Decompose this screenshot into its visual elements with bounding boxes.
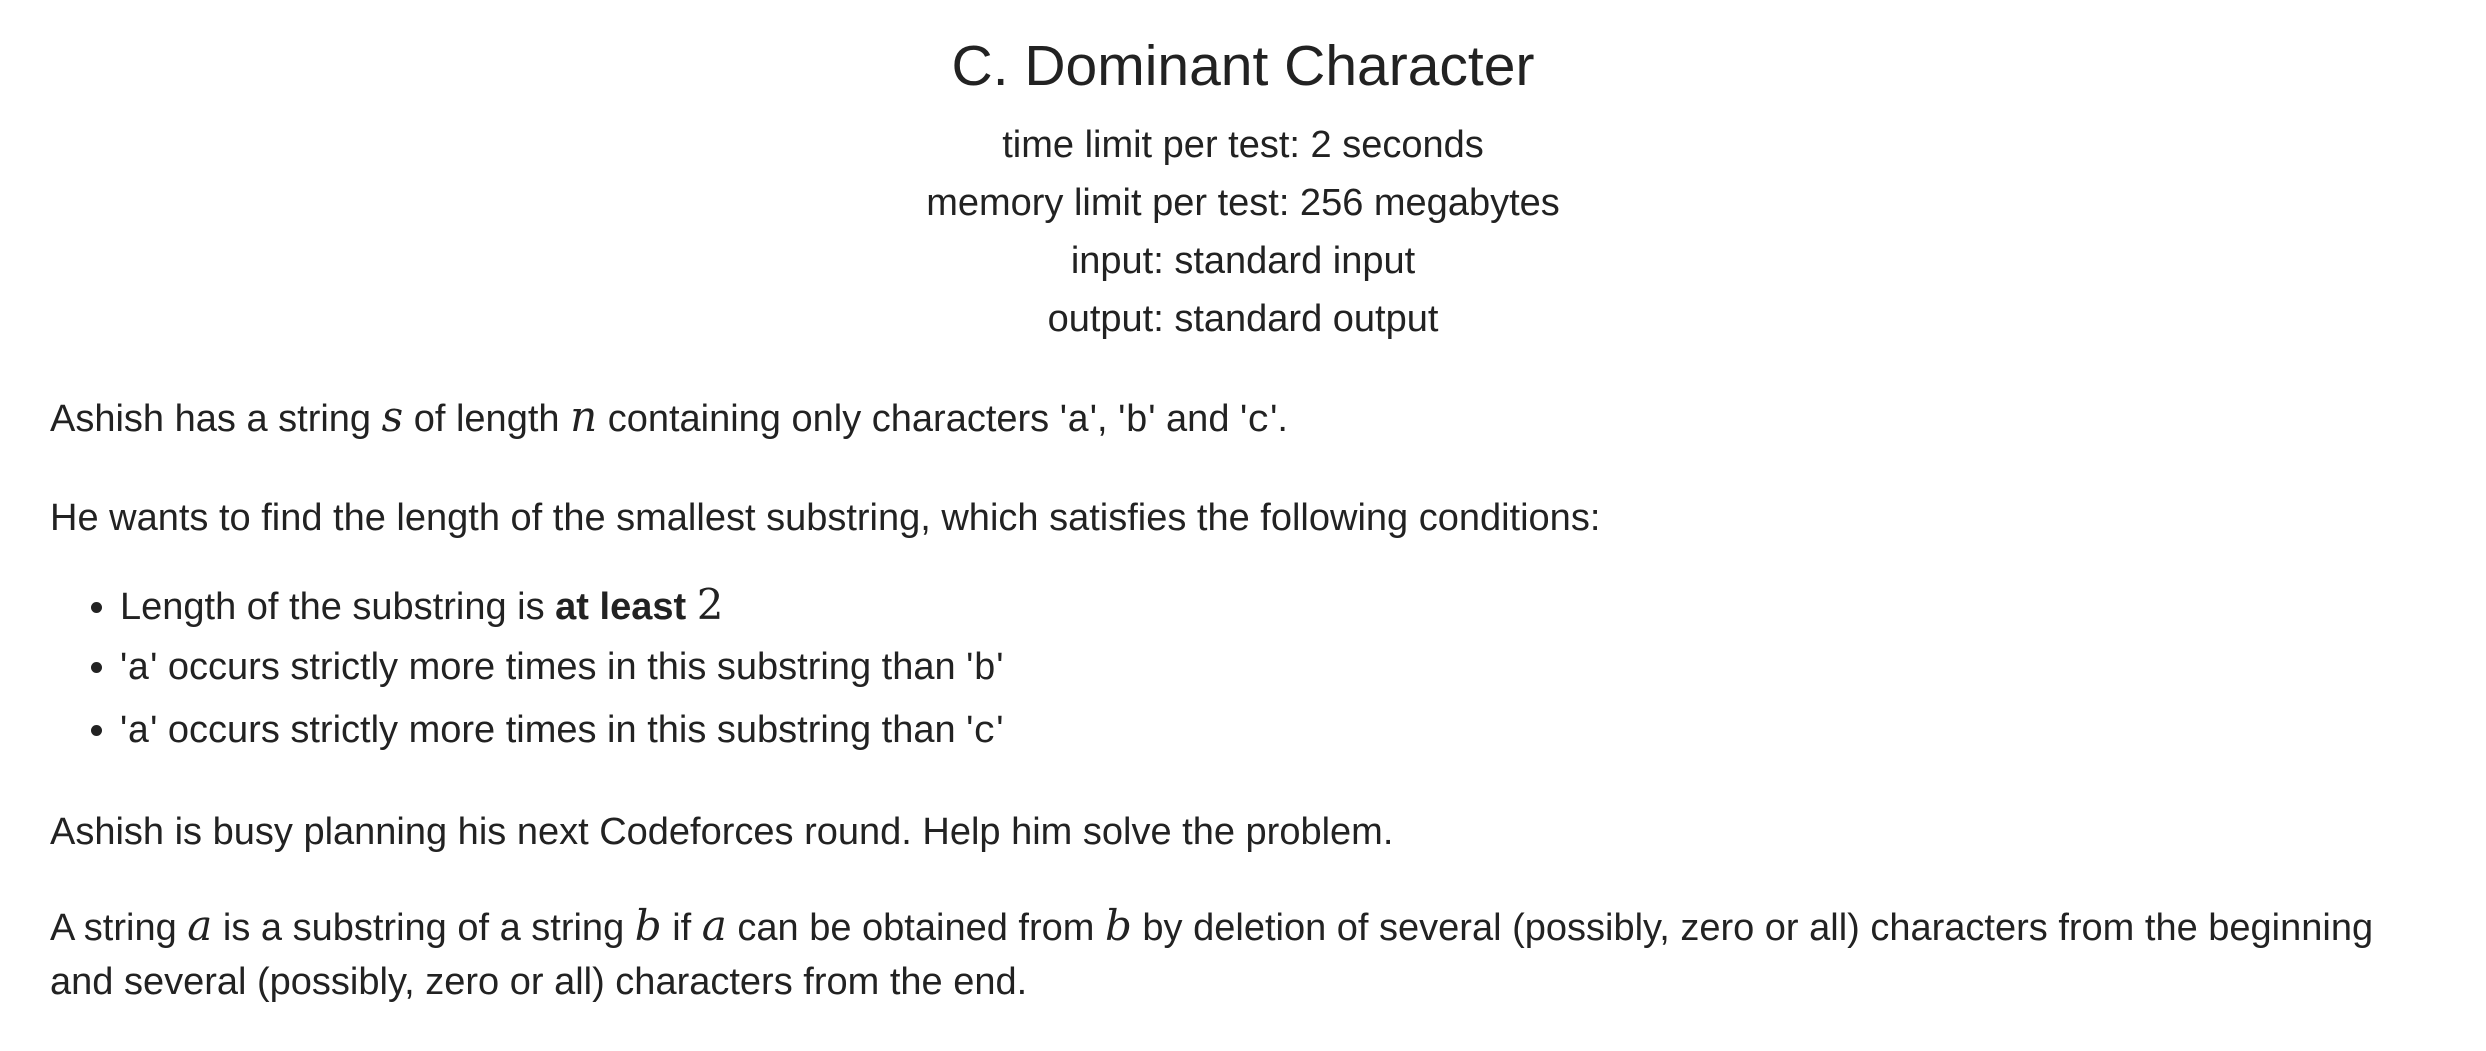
paragraph-intro bbox=[50, 390, 2446, 449]
char-code: b bbox=[973, 648, 997, 691]
text: is a substring of a string bbox=[212, 907, 635, 949]
problem-title: C. Dominant Character bbox=[951, 34, 1535, 98]
math-var: a bbox=[187, 901, 213, 950]
char-code: b bbox=[1125, 400, 1149, 443]
text: ' bbox=[120, 646, 128, 688]
text: Ashish has a string bbox=[50, 398, 382, 440]
paragraph-task: He wants to find the length of the smallest substring, which satisfies the following conditions: bbox=[50, 497, 1601, 539]
condition-item bbox=[120, 700, 2446, 763]
text: A string bbox=[50, 907, 188, 949]
math-number: 2 bbox=[696, 580, 724, 629]
bold-text: at least bbox=[555, 586, 687, 628]
statement-body bbox=[50, 390, 2446, 1051]
paragraph-context: Ashish is busy planning his next Codeforces round. Help him solve the problem. bbox=[50, 811, 1394, 853]
char-code: a bbox=[1066, 400, 1090, 443]
paragraph-definition bbox=[50, 899, 2446, 1009]
output-spec: output: standard output bbox=[1047, 298, 1439, 340]
text: ' and ' bbox=[1148, 398, 1248, 440]
char-code: c bbox=[1247, 400, 1271, 443]
text: ' bbox=[996, 646, 1004, 688]
time-limit: time limit per test: 2 seconds bbox=[1002, 124, 1484, 166]
text: containing only characters ' bbox=[597, 398, 1067, 440]
math-var: n bbox=[570, 392, 598, 441]
text: Length of the substring is bbox=[120, 586, 556, 628]
text: '. bbox=[1270, 398, 1288, 440]
text: of length bbox=[403, 398, 571, 440]
text: ' bbox=[996, 709, 1004, 751]
text: ' occurs strictly more times in this substring than ' bbox=[150, 646, 974, 688]
text: ' bbox=[120, 709, 128, 751]
problem-header bbox=[0, 0, 2486, 348]
text: ', ' bbox=[1089, 398, 1126, 440]
condition-item bbox=[120, 637, 2446, 700]
text: ' occurs strictly more times in this substring than ' bbox=[150, 709, 974, 751]
memory-limit: memory limit per test: 256 megabytes bbox=[926, 182, 1560, 224]
math-var: a bbox=[701, 901, 727, 950]
text: if bbox=[661, 907, 702, 949]
conditions-list bbox=[50, 575, 2446, 763]
char-code: c bbox=[973, 711, 997, 754]
math-var: b bbox=[1104, 901, 1132, 950]
condition-item bbox=[120, 575, 2446, 637]
math-var: s bbox=[381, 392, 404, 441]
math-var: b bbox=[634, 901, 662, 950]
char-code: a bbox=[127, 711, 151, 754]
char-code: a bbox=[127, 648, 151, 691]
input-spec: input: standard input bbox=[1070, 240, 1416, 282]
text: can be obtained from bbox=[726, 907, 1105, 949]
text: by deletion of several (possibly, zero or all) characters from the beginning and several (possibly, zero or all) characters from the end. bbox=[50, 907, 2374, 1003]
